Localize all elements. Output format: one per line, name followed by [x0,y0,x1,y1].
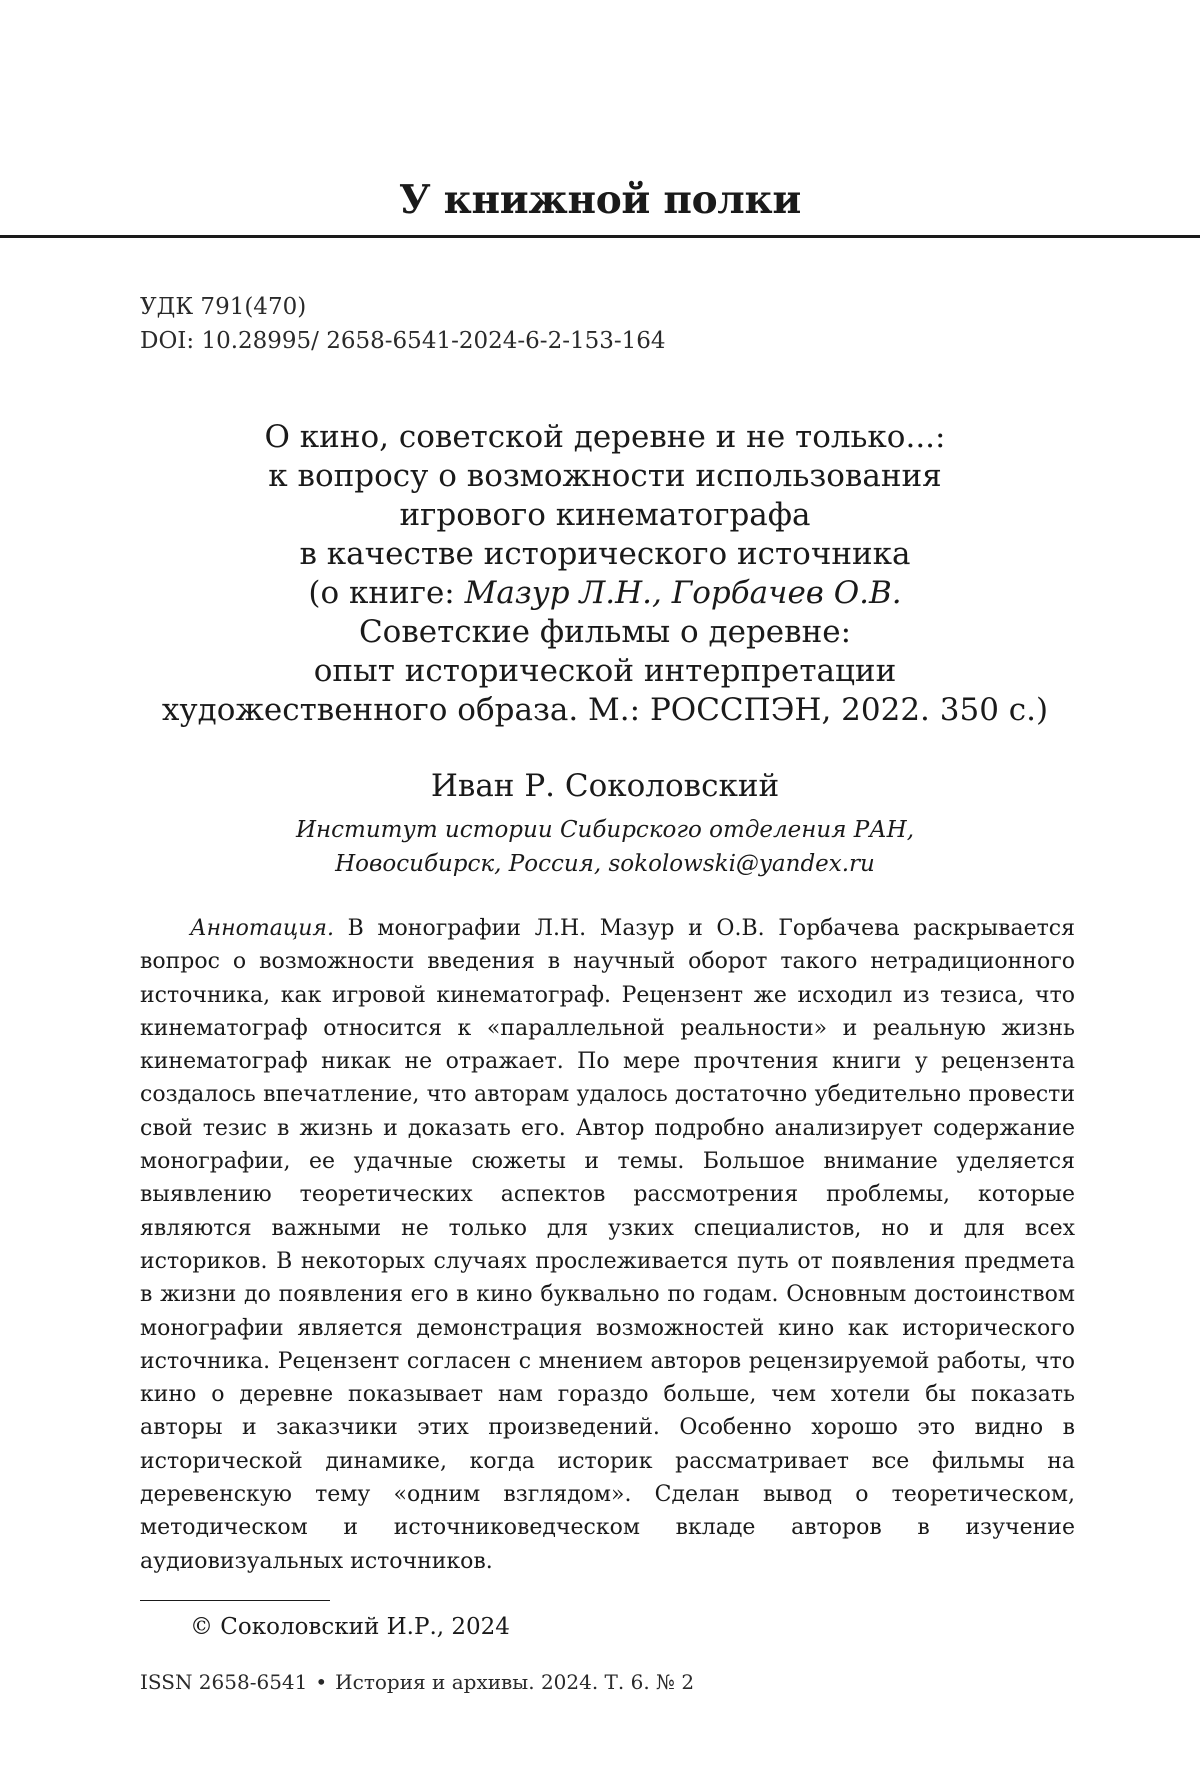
article-metadata [140,290,666,358]
abstract-label: Аннотация. [190,916,334,941]
issn: ISSN 2658-6541 [140,1670,307,1694]
article-title [140,418,1070,730]
title-line: в качестве исторического источника [140,535,1070,574]
book-prefix: (о книге: [308,575,464,611]
affiliation-institute: Институт истории Сибирского отделения РАН, [140,813,1070,847]
title-line: к вопросу о возможности использования [140,457,1070,496]
title-line: игрового кинематографа [140,496,1070,535]
book-title-line: художественного образа. М.: РОССПЭН, 2022. 350 с.) [140,691,1070,730]
journal-page [0,0,1200,1780]
page-footer [140,1668,694,1696]
abstract-text: В монографии Л.Н. Мазур и О.В. Горбачева раскрывается вопрос о возможности введения в научный оборот такого нетрадиционного источника, как игровой кинематограф. Рецензент же исходил из тезиса, что кинематограф относится к «параллельной реальности» и реальную жизнь кинематограф никак не отражает. По мере прочтения книги у рецензента создалось впечатление, что авторам удалось достаточно убедительно провести свой тезис в жизнь и доказать его. Автор подробно анализирует содержание монографии, ее удачные сюжеты и темы. Большое внимание уделяется выявлению теоретических аспектов рассмотрения проблемы, которые являются важными не только для узких специалистов, но и для всех историков. В некоторых случаях прослеживается путь от появления предмета в жизни до появления его в кино буквально по годам. Основным достоинством монографии является демонстрация возможностей кино как исторического источника. Рецензент согласен с мнением авторов рецензируемой работы, что кино о деревне показывает нам гораздо больше, чем хотели бы показать авторы и заказчики этих произведений. Особенно хорошо это видно в исторической динамике, когда историк рассматривает все фильмы на деревенскую тему «одним взглядом». Сделан вывод о теоретическом, методическом и источниковедческом вкладе авторов в изучение аудиовизуальных источников. [140,916,1075,1574]
section-header: У книжной полки [0,175,1200,225]
footnote-divider [140,1600,330,1601]
book-title-line: Советские фильмы о деревне: [140,613,1070,652]
footer-separator: • [307,1670,335,1694]
copyright-notice: © Соколовский И.Р., 2024 [190,1611,510,1643]
affiliation-location-email: Новосибирск, Россия, sokolowski@yandex.ru [140,847,1070,881]
udk-code: УДК 791(470) [140,290,666,324]
book-reference-line [140,574,1070,613]
title-line: О кино, советской деревне и не только...: [140,418,1070,457]
abstract [140,912,1075,1578]
author-name: Иван Р. Соколовский [140,766,1070,806]
journal-citation: История и архивы. 2024. Т. 6. № 2 [335,1670,694,1694]
doi: DOI: 10.28995/ 2658-6541-2024-6-2-153-164 [140,324,666,358]
header-divider [0,235,1200,238]
book-title-line: опыт исторической интерпретации [140,652,1070,691]
author-affiliation [140,813,1070,881]
book-authors: Мазур Л.Н., Горбачев О.В. [465,575,902,611]
